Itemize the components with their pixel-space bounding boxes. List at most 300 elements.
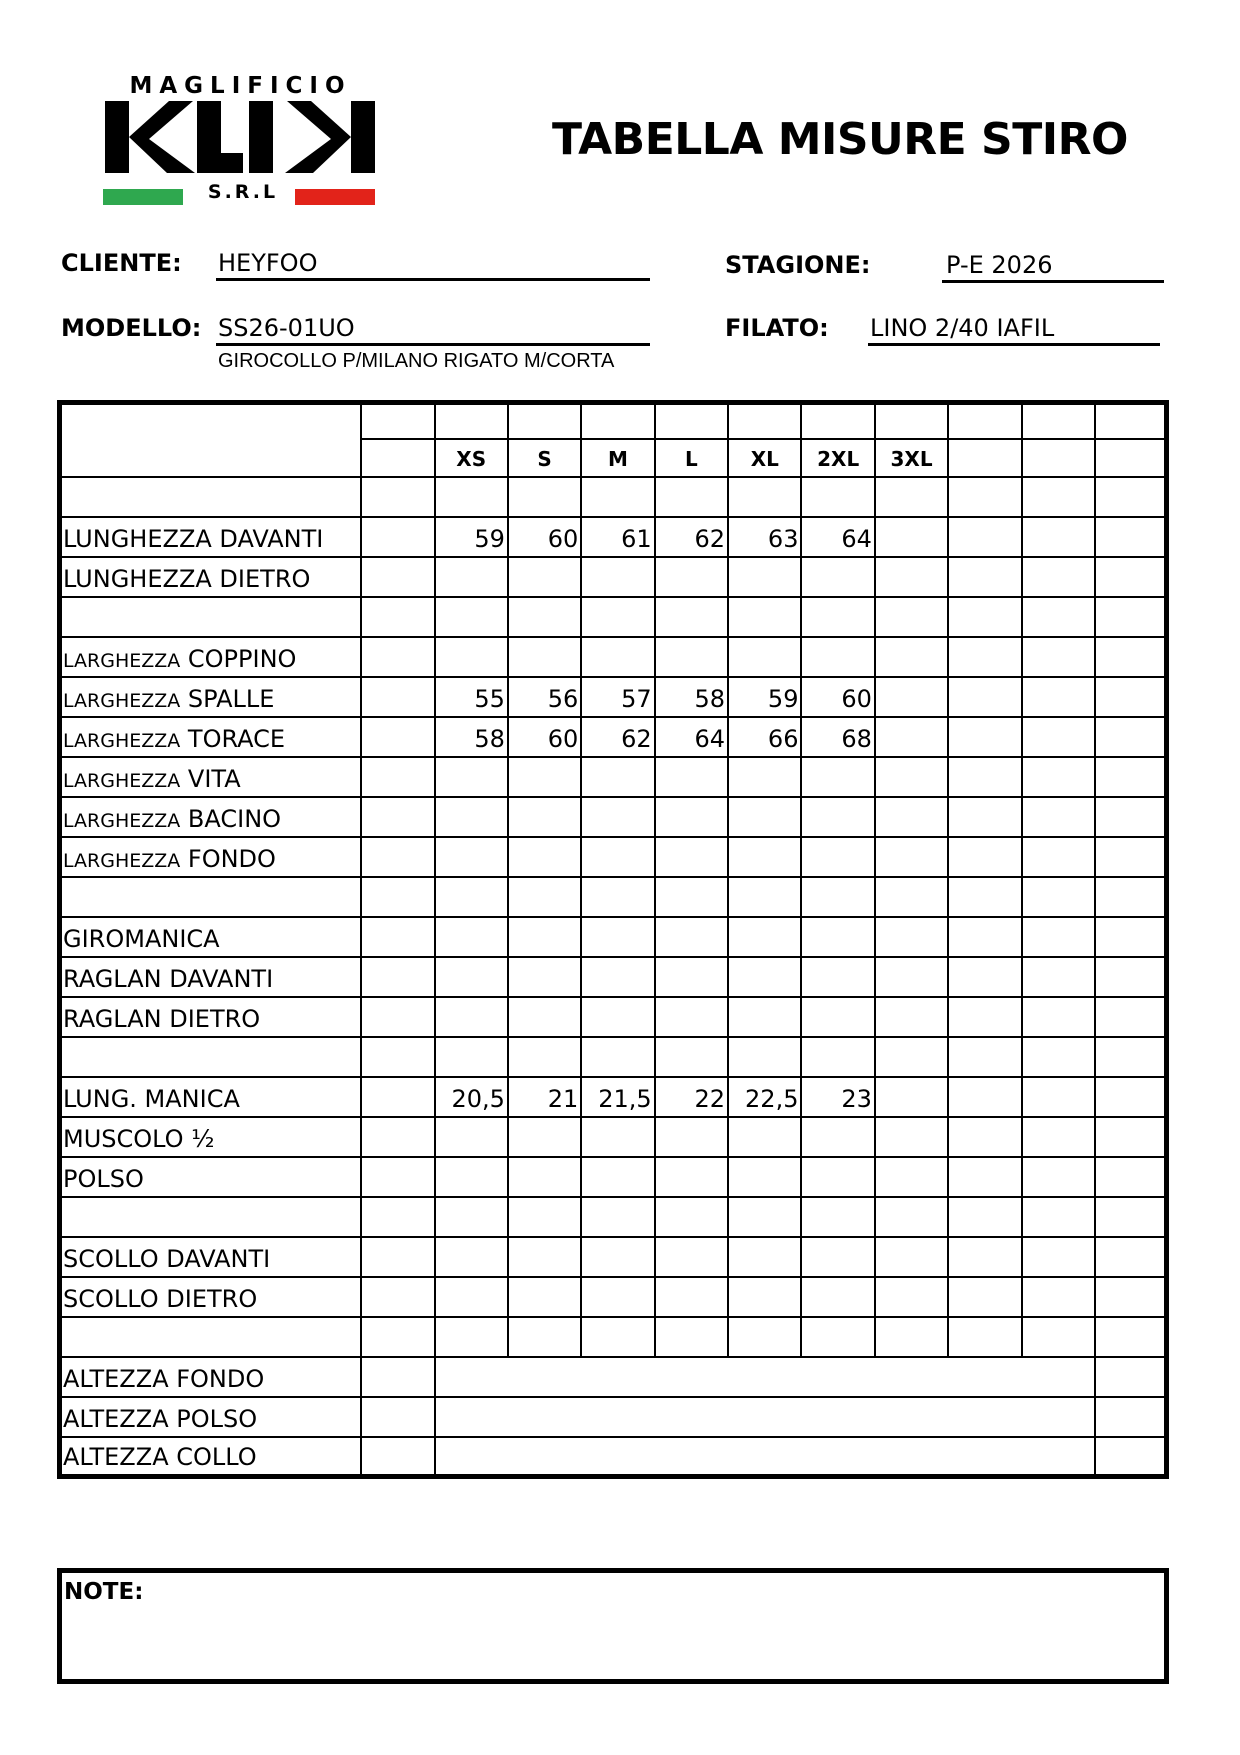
measurement-value-cell [435,757,508,797]
measurement-value-cell [1095,877,1166,917]
measurement-value-cell [728,757,801,797]
measurement-value-cell [1095,1037,1166,1077]
measurement-value-cell [1095,757,1166,797]
size-header-cell [1022,439,1095,477]
extra-column-cell [361,557,434,597]
measurement-row [60,557,1167,597]
measurement-label-cell [60,1397,362,1437]
measurement-value-cell [875,837,948,877]
measurement-value-cell [655,1317,728,1357]
measurement-value-cell [728,557,801,597]
measurement-row [60,757,1167,797]
measurement-value-cell [581,957,654,997]
filato-value: LINO 2/40 IAFIL [868,313,1160,346]
measurement-value-cell [1095,1157,1166,1197]
header-blank-cell [581,403,654,439]
measurement-value-cell [1022,957,1095,997]
measurement-label-cell [60,717,362,757]
measurement-label-cell [60,1317,362,1357]
measurement-value-cell [435,597,508,637]
measurement-label-cell [60,597,362,637]
measurement-row [60,477,1167,517]
measurement-value-cell [728,1317,801,1357]
measurement-value-cell [728,997,801,1037]
measurement-value-cell [801,997,874,1037]
measurement-value-cell [728,1277,801,1317]
measurement-value-cell [1095,717,1166,757]
measurement-value-cell: 56 [508,677,581,717]
measurement-value-cell [1022,757,1095,797]
measurement-row [60,717,1167,757]
measurement-value-cell [948,1317,1021,1357]
measurement-value-cell [1022,717,1095,757]
merged-measurement-row [60,1437,1167,1477]
measurement-value-cell [728,837,801,877]
measurement-value-cell [508,637,581,677]
header-corner-cell [60,403,362,477]
measurement-value-cell [801,637,874,677]
measurement-value-cell [1022,1157,1095,1197]
measurement-value-cell [581,917,654,957]
measurement-value-cell [655,877,728,917]
measurement-value-cell [1022,517,1095,557]
measurement-value-cell [435,557,508,597]
measurement-value-cell [1095,1277,1166,1317]
header-blank-cell [801,403,874,439]
measurement-value-cell [508,997,581,1037]
extra-column-cell [361,797,434,837]
measurement-value-cell [1095,1317,1166,1357]
header-blank-cell [435,403,508,439]
measurement-value-cell [875,957,948,997]
measurement-label-cell [60,1277,362,1317]
measurement-row [60,1317,1167,1357]
merged-measurement-row [60,1397,1167,1437]
measurement-value-cell [801,837,874,877]
measurement-row [60,1277,1167,1317]
measurement-value-cell [581,557,654,597]
notes-box [57,1568,1169,1684]
measurement-value-cell [1095,1117,1166,1157]
extra-column-cell [361,1197,434,1237]
extra-column-cell [361,997,434,1037]
measurement-value-cell [581,797,654,837]
measurement-value-cell [948,1037,1021,1077]
measurement-label-cell [60,757,362,797]
measurement-label: TORACE [187,724,286,753]
measurement-label: ALTEZZA COLLO [63,1443,257,1471]
filato-label: FILATO: [725,314,829,342]
measurement-value-cell [948,1117,1021,1157]
measurement-value-cell [728,877,801,917]
measurement-label: BACINO [187,804,282,833]
measurement-value-cell [655,477,728,517]
measurement-value-cell: 22,5 [728,1077,801,1117]
measurement-value-cell: 58 [435,717,508,757]
measurement-value-cell [948,1237,1021,1277]
measurement-value-cell [1022,1197,1095,1237]
measurement-value-cell [1095,837,1166,877]
measurement-value-cell [1095,517,1166,557]
measurement-label-cell [60,677,362,717]
end-column-cell [1095,1437,1166,1477]
measurement-value-cell [1022,597,1095,637]
measurement-value-cell [875,517,948,557]
extra-column-cell [361,877,434,917]
measurement-value-cell: 66 [728,717,801,757]
measurement-label-cell [60,1197,362,1237]
measurement-row [60,1077,1167,1117]
measurement-label: GIROMANICA [63,924,220,953]
measurement-value-cell [1022,877,1095,917]
table-header-row-top [60,403,1167,439]
stagione-label: STAGIONE: [725,251,871,279]
measurement-value-cell [581,757,654,797]
header-blank-cell [361,403,434,439]
measurement-value-cell [1022,1237,1095,1277]
extra-column-cell [361,837,434,877]
measurement-value-cell [728,477,801,517]
measurement-label: ALTEZZA POLSO [63,1404,258,1433]
logo-top-text: MAGLIFICIO [129,73,352,99]
measurement-value-cell [1022,677,1095,717]
size-header-cell [1095,439,1166,477]
measurement-value-cell [1022,477,1095,517]
notes-label: NOTE: [64,1579,144,1605]
extra-column-cell [361,717,434,757]
measurement-value-cell: 64 [801,517,874,557]
measurement-label: LUNG. MANICA [63,1084,240,1113]
measurement-value-cell [728,1157,801,1197]
modello-description: GIROCOLLO P/MILANO RIGATO M/CORTA [218,350,615,372]
measurement-value-cell [875,477,948,517]
measurement-value-cell [728,1197,801,1237]
measurement-label-cell [60,797,362,837]
cliente-label: CLIENTE: [61,249,182,277]
header-blank-cell [1095,403,1166,439]
extra-column-cell [361,1037,434,1077]
measurement-value-cell [1022,1117,1095,1157]
extra-column-cell [361,1437,434,1477]
measurement-label-prefix: LARGHEZZA [63,769,181,792]
size-header-cell: S [508,439,581,477]
measurement-value-cell [655,757,728,797]
measurement-row [60,1237,1167,1277]
measurement-value-cell [1095,1077,1166,1117]
measurement-value-cell [728,917,801,957]
measurement-value-cell [435,797,508,837]
measurement-value-cell [655,597,728,637]
measurement-label-prefix: LARGHEZZA [63,649,181,672]
measurement-label: LUNGHEZZA DIETRO [63,564,311,593]
measurement-value-cell [801,757,874,797]
measurement-label: COPPINO [187,644,297,673]
merged-measurement-row [60,1357,1167,1397]
measurement-value-cell [948,677,1021,717]
size-header-cell: L [655,439,728,477]
measurement-label-prefix: LARGHEZZA [63,809,181,832]
measurement-label: LUNGHEZZA DAVANTI [63,524,324,553]
measurement-value-cell [508,1197,581,1237]
measurement-label-cell [60,1437,362,1477]
measurement-value-cell [875,597,948,637]
measurement-value-cell [1022,637,1095,677]
measurement-value-cell [801,797,874,837]
measurement-value-cell [508,597,581,637]
measurement-value-cell: 61 [581,517,654,557]
measurement-row [60,517,1167,557]
measurement-value-cell [948,597,1021,637]
measurement-value-cell [655,797,728,837]
measurement-label: RAGLAN DIETRO [63,1004,261,1033]
measurement-value-cell: 57 [581,677,654,717]
measurement-value-cell: 21,5 [581,1077,654,1117]
measurement-value-cell [508,877,581,917]
end-column-cell [1095,1357,1166,1397]
measurement-value-cell [728,1117,801,1157]
measurement-value-cell [875,997,948,1037]
measurement-value-cell [435,1277,508,1317]
measurement-value-cell: 60 [801,677,874,717]
measurement-label-cell [60,1357,362,1397]
extra-column-cell [361,1117,434,1157]
extra-column-cell [361,597,434,637]
measurement-label-cell [60,557,362,597]
measurement-row [60,917,1167,957]
measurement-value-cell [508,1237,581,1277]
measurement-value-cell [581,1157,654,1197]
header-blank-cell [948,403,1021,439]
measurement-value-cell [801,1277,874,1317]
measurement-label-cell [60,1117,362,1157]
size-header-cell: M [581,439,654,477]
measurement-row [60,837,1167,877]
header-blank-cell [361,439,434,477]
stagione-value: P-E 2026 [942,250,1164,283]
measurement-value-cell [1022,837,1095,877]
measurement-value-cell [1022,1317,1095,1357]
merged-value-cell [435,1437,1096,1477]
measurement-value-cell: 62 [581,717,654,757]
measurement-row [60,957,1167,997]
measurement-value-cell [875,917,948,957]
measurement-value-cell [1095,957,1166,997]
measurement-value-cell [948,797,1021,837]
measurement-value-cell [435,1197,508,1237]
measurement-value-cell [801,1197,874,1237]
measurement-label-cell [60,637,362,677]
measurement-value-cell [655,957,728,997]
modello-label: MODELLO: [61,314,202,342]
measurement-value-cell [1095,477,1166,517]
measurement-value-cell [508,1317,581,1357]
measurement-value-cell [948,837,1021,877]
measurement-row [60,877,1167,917]
measurement-label-cell [60,1237,362,1277]
measurement-value-cell [875,1037,948,1077]
measurement-value-cell [801,957,874,997]
measurement-value-cell [655,1237,728,1277]
measurement-value-cell [801,1317,874,1357]
measurement-value-cell [948,917,1021,957]
measurement-label: FONDO [187,844,276,873]
measurement-value-cell: 22 [655,1077,728,1117]
measurement-value-cell [1095,637,1166,677]
measurement-value-cell [728,1037,801,1077]
measurement-value-cell [655,637,728,677]
measurement-value-cell: 59 [728,677,801,717]
measurement-value-cell [948,877,1021,917]
measurement-value-cell [1095,677,1166,717]
extra-column-cell [361,917,434,957]
measurement-row [60,677,1167,717]
measurement-label-cell [60,477,362,517]
measurement-value-cell [581,597,654,637]
measurement-value-cell [435,957,508,997]
extra-column-cell [361,1157,434,1197]
merged-value-cell [435,1357,1096,1397]
measurement-value-cell [801,877,874,917]
measurement-label-cell [60,1037,362,1077]
measurement-label: RAGLAN DAVANTI [63,964,274,993]
size-header-cell: 3XL [875,439,948,477]
measurement-label-cell [60,997,362,1037]
measurement-value-cell [508,917,581,957]
measurement-label-cell [60,837,362,877]
measurement-label: ALTEZZA FONDO [63,1364,265,1393]
measurement-value-cell [655,917,728,957]
measurement-value-cell [508,1157,581,1197]
measurement-value-cell [581,637,654,677]
measurement-row [60,1037,1167,1077]
measurement-value-cell: 58 [655,677,728,717]
measurement-value-cell [1095,997,1166,1037]
measurement-label: SPALLE [187,684,275,713]
measurement-value-cell [875,1077,948,1117]
measurement-value-cell [875,1277,948,1317]
measurement-value-cell [801,1157,874,1197]
measurement-row [60,797,1167,837]
measurement-value-cell [948,1197,1021,1237]
measurement-value-cell [508,957,581,997]
measurement-value-cell [801,917,874,957]
measurement-label-prefix: LARGHEZZA [63,729,181,752]
extra-column-cell [361,1357,434,1397]
measurement-value-cell [948,637,1021,677]
measurement-label: VITA [187,764,241,793]
measurement-value-cell [801,557,874,597]
measurement-value-cell [1022,1277,1095,1317]
measurement-value-cell [948,477,1021,517]
measurement-value-cell [581,877,654,917]
measurement-row [60,1157,1167,1197]
measurement-value-cell [948,997,1021,1037]
end-column-cell [1095,1397,1166,1437]
size-header-cell: 2XL [801,439,874,477]
measurement-value-cell [655,997,728,1037]
measurement-value-cell [655,557,728,597]
measurement-value-cell [508,477,581,517]
measurement-value-cell [728,957,801,997]
measurement-value-cell [435,997,508,1037]
measurement-value-cell [948,757,1021,797]
measurement-value-cell [728,597,801,637]
measurement-table [57,400,1169,1479]
measurement-value-cell [1022,1037,1095,1077]
measurement-row [60,997,1167,1037]
measurement-label-prefix: LARGHEZZA [63,689,181,712]
measurement-value-cell: 64 [655,717,728,757]
header-blank-cell [508,403,581,439]
measurement-label: POLSO [63,1164,144,1193]
measurement-value-cell [948,1077,1021,1117]
measurement-label-cell [60,917,362,957]
measurement-value-cell [948,1277,1021,1317]
measurement-value-cell [508,1277,581,1317]
measurement-value-cell [875,717,948,757]
measurement-value-cell [875,1197,948,1237]
measurement-value-cell [655,837,728,877]
measurement-value-cell [435,1317,508,1357]
measurement-row [60,637,1167,677]
measurement-value-cell [948,557,1021,597]
measurement-value-cell [655,1277,728,1317]
modello-value: SS26-01UO [216,313,650,346]
measurement-value-cell [581,837,654,877]
measurement-row [60,1197,1167,1237]
measurement-value-cell [1095,797,1166,837]
measurement-value-cell [508,557,581,597]
measurement-value-cell [581,477,654,517]
measurement-value-cell [508,797,581,837]
measurement-value-cell: 60 [508,517,581,557]
header-blank-cell [875,403,948,439]
measurement-label: SCOLLO DIETRO [63,1284,258,1313]
measurement-value-cell [875,677,948,717]
extra-column-cell [361,1277,434,1317]
measurement-value-cell: 21 [508,1077,581,1117]
measurement-value-cell [875,1117,948,1157]
measurement-value-cell [728,637,801,677]
measurement-value-cell [435,1117,508,1157]
measurement-value-cell: 60 [508,717,581,757]
measurement-row [60,597,1167,637]
measurement-value-cell [1022,557,1095,597]
measurement-value-cell [581,1317,654,1357]
measurement-value-cell: 20,5 [435,1077,508,1117]
measurement-value-cell [875,1237,948,1277]
measurement-label-cell [60,1077,362,1117]
measurement-value-cell [1095,597,1166,637]
extra-column-cell [361,517,434,557]
measurement-value-cell [1022,1077,1095,1117]
measurement-value-cell [435,1037,508,1077]
extra-column-cell [361,477,434,517]
measurement-value-cell [581,1277,654,1317]
measurement-value-cell [581,1197,654,1237]
measurement-value-cell [435,637,508,677]
extra-column-cell [361,1077,434,1117]
measurement-value-cell [948,717,1021,757]
extra-column-cell [361,1237,434,1277]
merged-value-cell [435,1397,1096,1437]
header-blank-cell [1022,403,1095,439]
measurement-value-cell [1095,557,1166,597]
measurement-value-cell [1095,1237,1166,1277]
size-header-cell [948,439,1021,477]
measurement-value-cell [948,957,1021,997]
header-blank-cell [655,403,728,439]
